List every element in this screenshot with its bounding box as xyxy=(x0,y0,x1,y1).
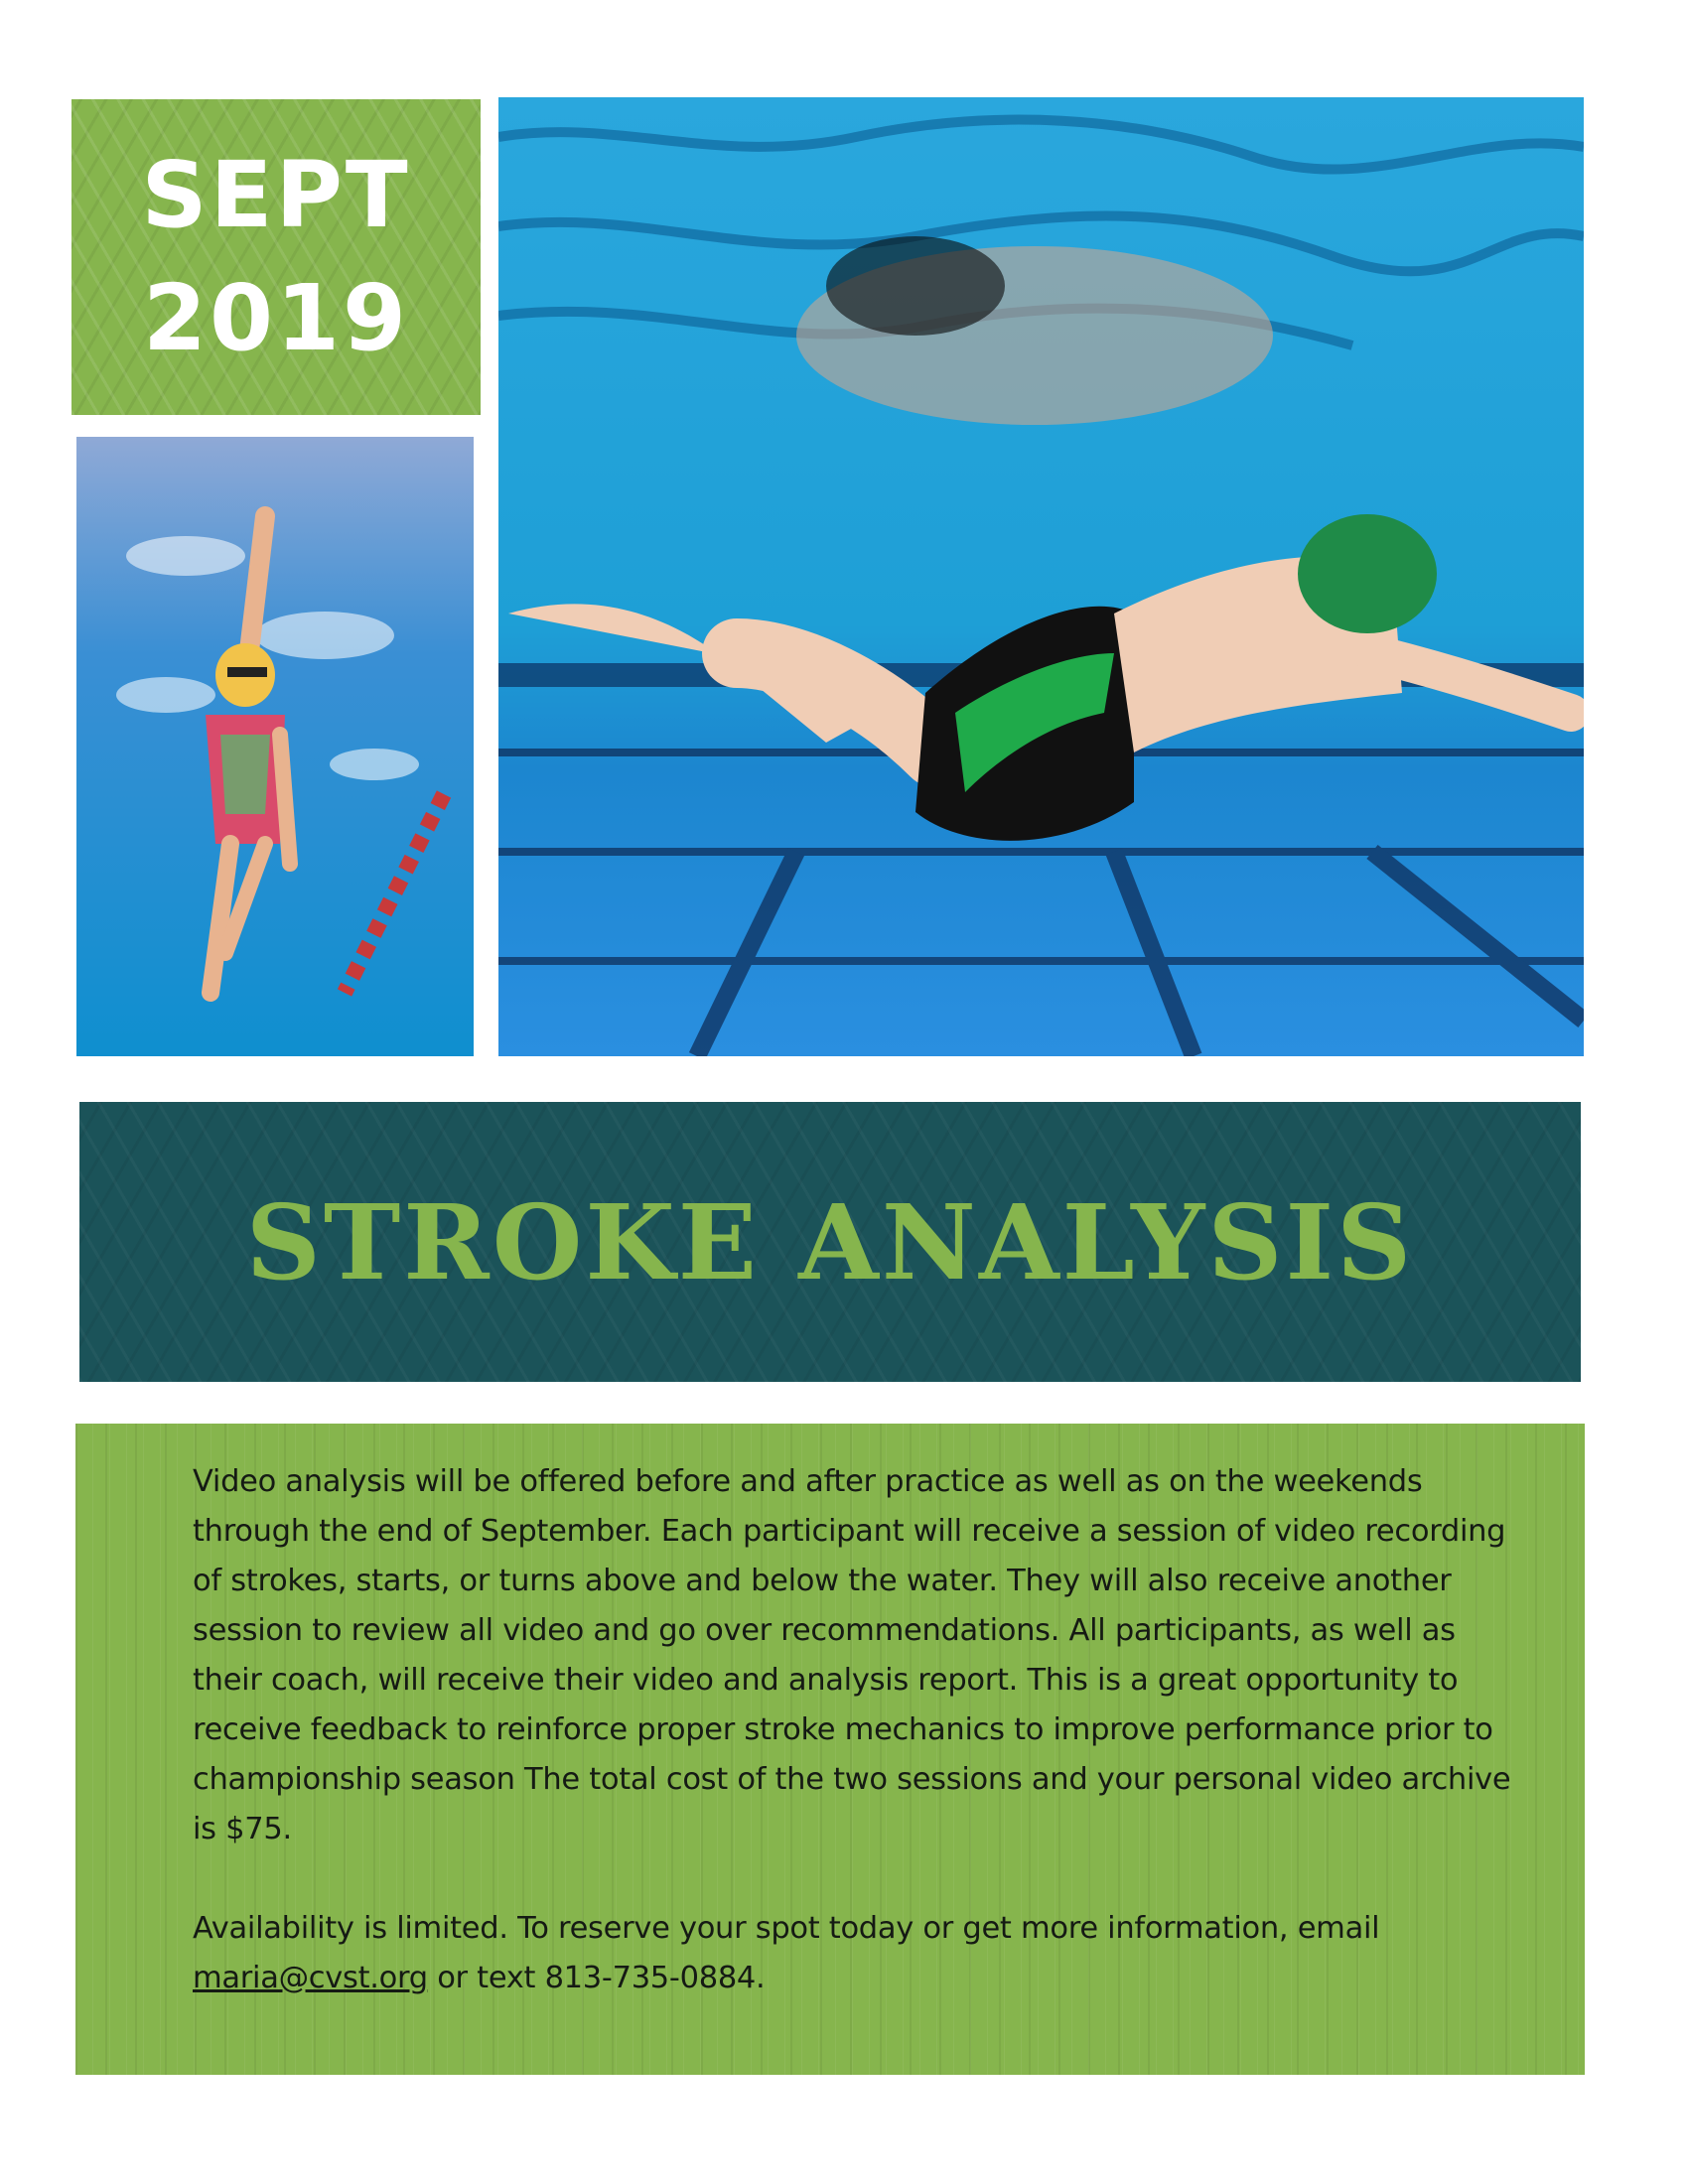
title-banner xyxy=(79,1102,1581,1382)
description-text xyxy=(193,1457,1525,2003)
description-paragraph: Video analysis will be offered before and after practice as well as on the weekends through the end of September. Each participant will receive a session of video recording of strokes, starts, or turns above and below the water. They will also receive another session to review all video and go over recommendations. All participants, as well as their coach, will receive their video and analysis report. This is a great opportunity to receive feedback to reinforce proper stroke mechanics to improve performance prior to championship season The total cost of the two sessions and your personal video archive is $75. xyxy=(193,1464,1511,1846)
contact-paragraph xyxy=(193,1904,1525,2003)
contact-text-after: or text 813-735-0884. xyxy=(427,1961,766,1995)
swimmer-photo-small xyxy=(76,437,474,1056)
date-block xyxy=(71,99,481,415)
date-year: 2019 xyxy=(142,265,410,371)
date-month: SEPT xyxy=(141,142,411,248)
description-panel xyxy=(75,1424,1585,2075)
contact-text-before: Availability is limited. To reserve your spot today or get more information, email xyxy=(193,1911,1380,1946)
email-link[interactable]: maria@cvst.org xyxy=(193,1961,428,1995)
swimmer-photo-large xyxy=(498,97,1584,1056)
page-title: STROKE ANALYSIS xyxy=(245,1180,1415,1303)
